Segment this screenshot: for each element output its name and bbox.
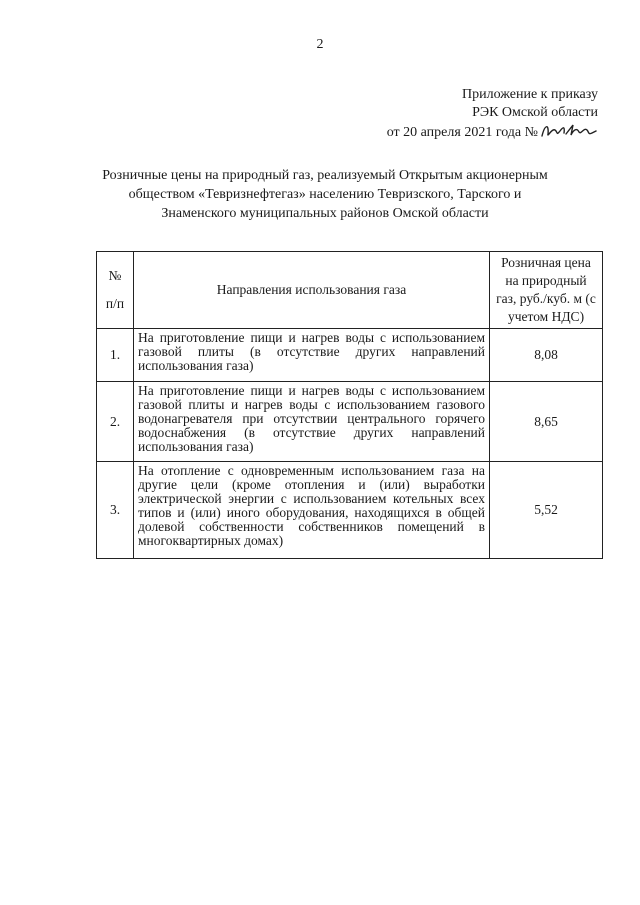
table-row bbox=[97, 382, 603, 462]
table-row bbox=[97, 329, 603, 382]
row-price: 8,65 bbox=[490, 382, 603, 462]
header-price: Розничная цена на природный газ, руб./куб. м (с учетом НДС) bbox=[490, 252, 603, 329]
header-number-abbr: п/п bbox=[105, 296, 125, 311]
appendix-line-2: РЭК Омской области bbox=[472, 105, 598, 120]
handwritten-signature bbox=[540, 122, 598, 140]
row-description: На приготовление пищи и нагрев воды с использованием газовой плиты (в отсутствие других направлений использования газа) bbox=[134, 329, 490, 382]
row-number: 1. bbox=[97, 329, 134, 382]
row-number: 2. bbox=[97, 382, 134, 462]
document-title: Розничные цены на природный газ, реализуемый Открытым акционерным обществом «Тевризнефтегаз» населению Тевризского, Тарского и Знаменского муниципальных районов Омской области bbox=[102, 168, 548, 221]
row-price: 8,08 bbox=[490, 329, 603, 382]
appendix-line-3 bbox=[387, 122, 598, 142]
table-row bbox=[97, 462, 603, 559]
appendix-date-text: от 20 апреля 2021 года № bbox=[386, 125, 538, 140]
appendix-line-1: Приложение к приказу bbox=[462, 87, 598, 102]
row-description: На приготовление пищи и нагрев воды с использованием газовой плиты и нагрев воды с использованием газового водонагревателя при отсутствии центрального горячего водоснабжения (в отсутствие других направлений использования газа) bbox=[134, 382, 490, 462]
header-number-symbol: № bbox=[108, 268, 122, 283]
header-number bbox=[97, 252, 134, 329]
prices-table bbox=[96, 251, 603, 559]
table-header-row bbox=[97, 252, 603, 329]
page-number: 2 bbox=[316, 37, 324, 52]
header-direction: Направления использования газа bbox=[134, 252, 490, 329]
appendix-block bbox=[387, 86, 598, 142]
row-price: 5,52 bbox=[490, 462, 603, 559]
row-number: 3. bbox=[97, 462, 134, 559]
row-description: На отопление с одновременным использованием газа на другие цели (кроме отопления и (или) выработки электрической энергии с использованием котельных всех типов и (или) иного оборудования, находящихся в общей долевой собственности собственников помещений в многоквартирных домах) bbox=[134, 462, 490, 559]
